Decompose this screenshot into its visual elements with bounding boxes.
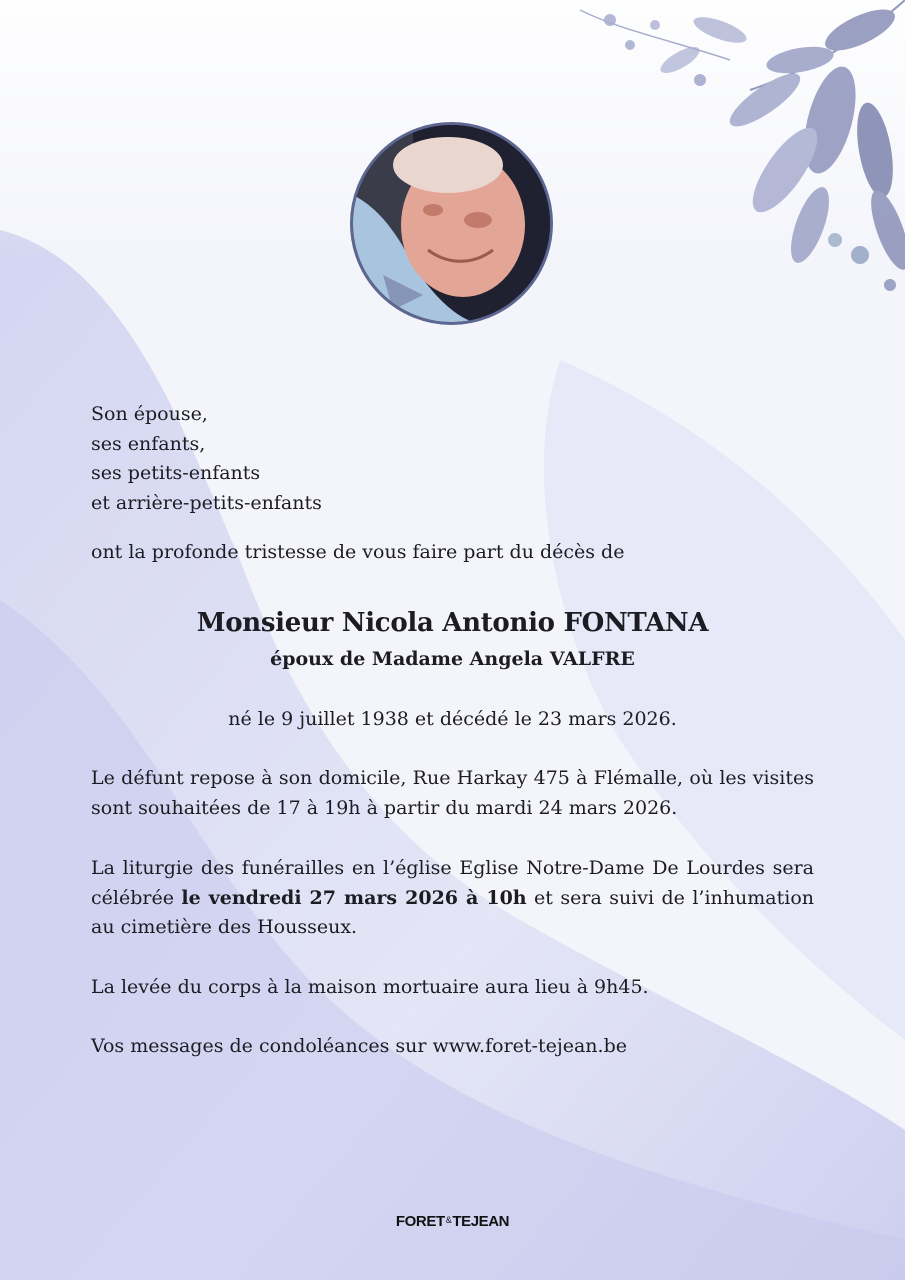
foliage-decoration <box>560 0 905 310</box>
funeral-date-time: le vendredi 27 mars 2026 à 10h <box>181 886 527 909</box>
liturgy-text-before: La liturgie des funérailles en l’église Eglise Notre-Dame De Lourdes sera célébrée <box>91 857 814 909</box>
liturgy-text-after: et sera suivi de l’inhumation au cimetière des Housseux. <box>91 886 814 938</box>
family-line: ses enfants, <box>91 432 206 455</box>
spouse-line: époux de Madame Angela VALFRE <box>270 648 635 670</box>
portrait-photo <box>350 122 553 325</box>
dates-line: né le 9 juillet 1938 et décédé le 23 mars 2026. <box>228 708 677 730</box>
logo-ampersand: & <box>445 1215 452 1225</box>
logo-right: TEJEAN <box>452 1213 510 1230</box>
condolences-paragraph: Vos messages de condoléances sur www.foret-tejean.be <box>91 1035 627 1057</box>
family-list <box>91 400 814 518</box>
portrait-illustration <box>353 125 550 322</box>
liturgy-paragraph <box>91 854 814 943</box>
deceased-name: Monsieur Nicola Antonio FONTANA <box>196 608 709 638</box>
logo-left: FORET <box>395 1213 445 1230</box>
funeral-home-logo <box>0 1213 905 1230</box>
announcement-text: ont la profonde tristesse de vous faire part du décès de <box>91 541 625 563</box>
repose-paragraph: Le défunt repose à son domicile, Rue Harkay 475 à Flémalle, où les visites sont souhaitées de 17 à 19h à partir du mardi 24 mars 2026. <box>91 767 814 819</box>
family-line: Son épouse, <box>91 403 208 425</box>
levee-paragraph: La levée du corps à la maison mortuaire aura lieu à 9h45. <box>91 976 649 998</box>
family-line: ses petits-enfants <box>91 462 261 484</box>
family-line: et arrière-petits-enfants <box>91 491 322 514</box>
